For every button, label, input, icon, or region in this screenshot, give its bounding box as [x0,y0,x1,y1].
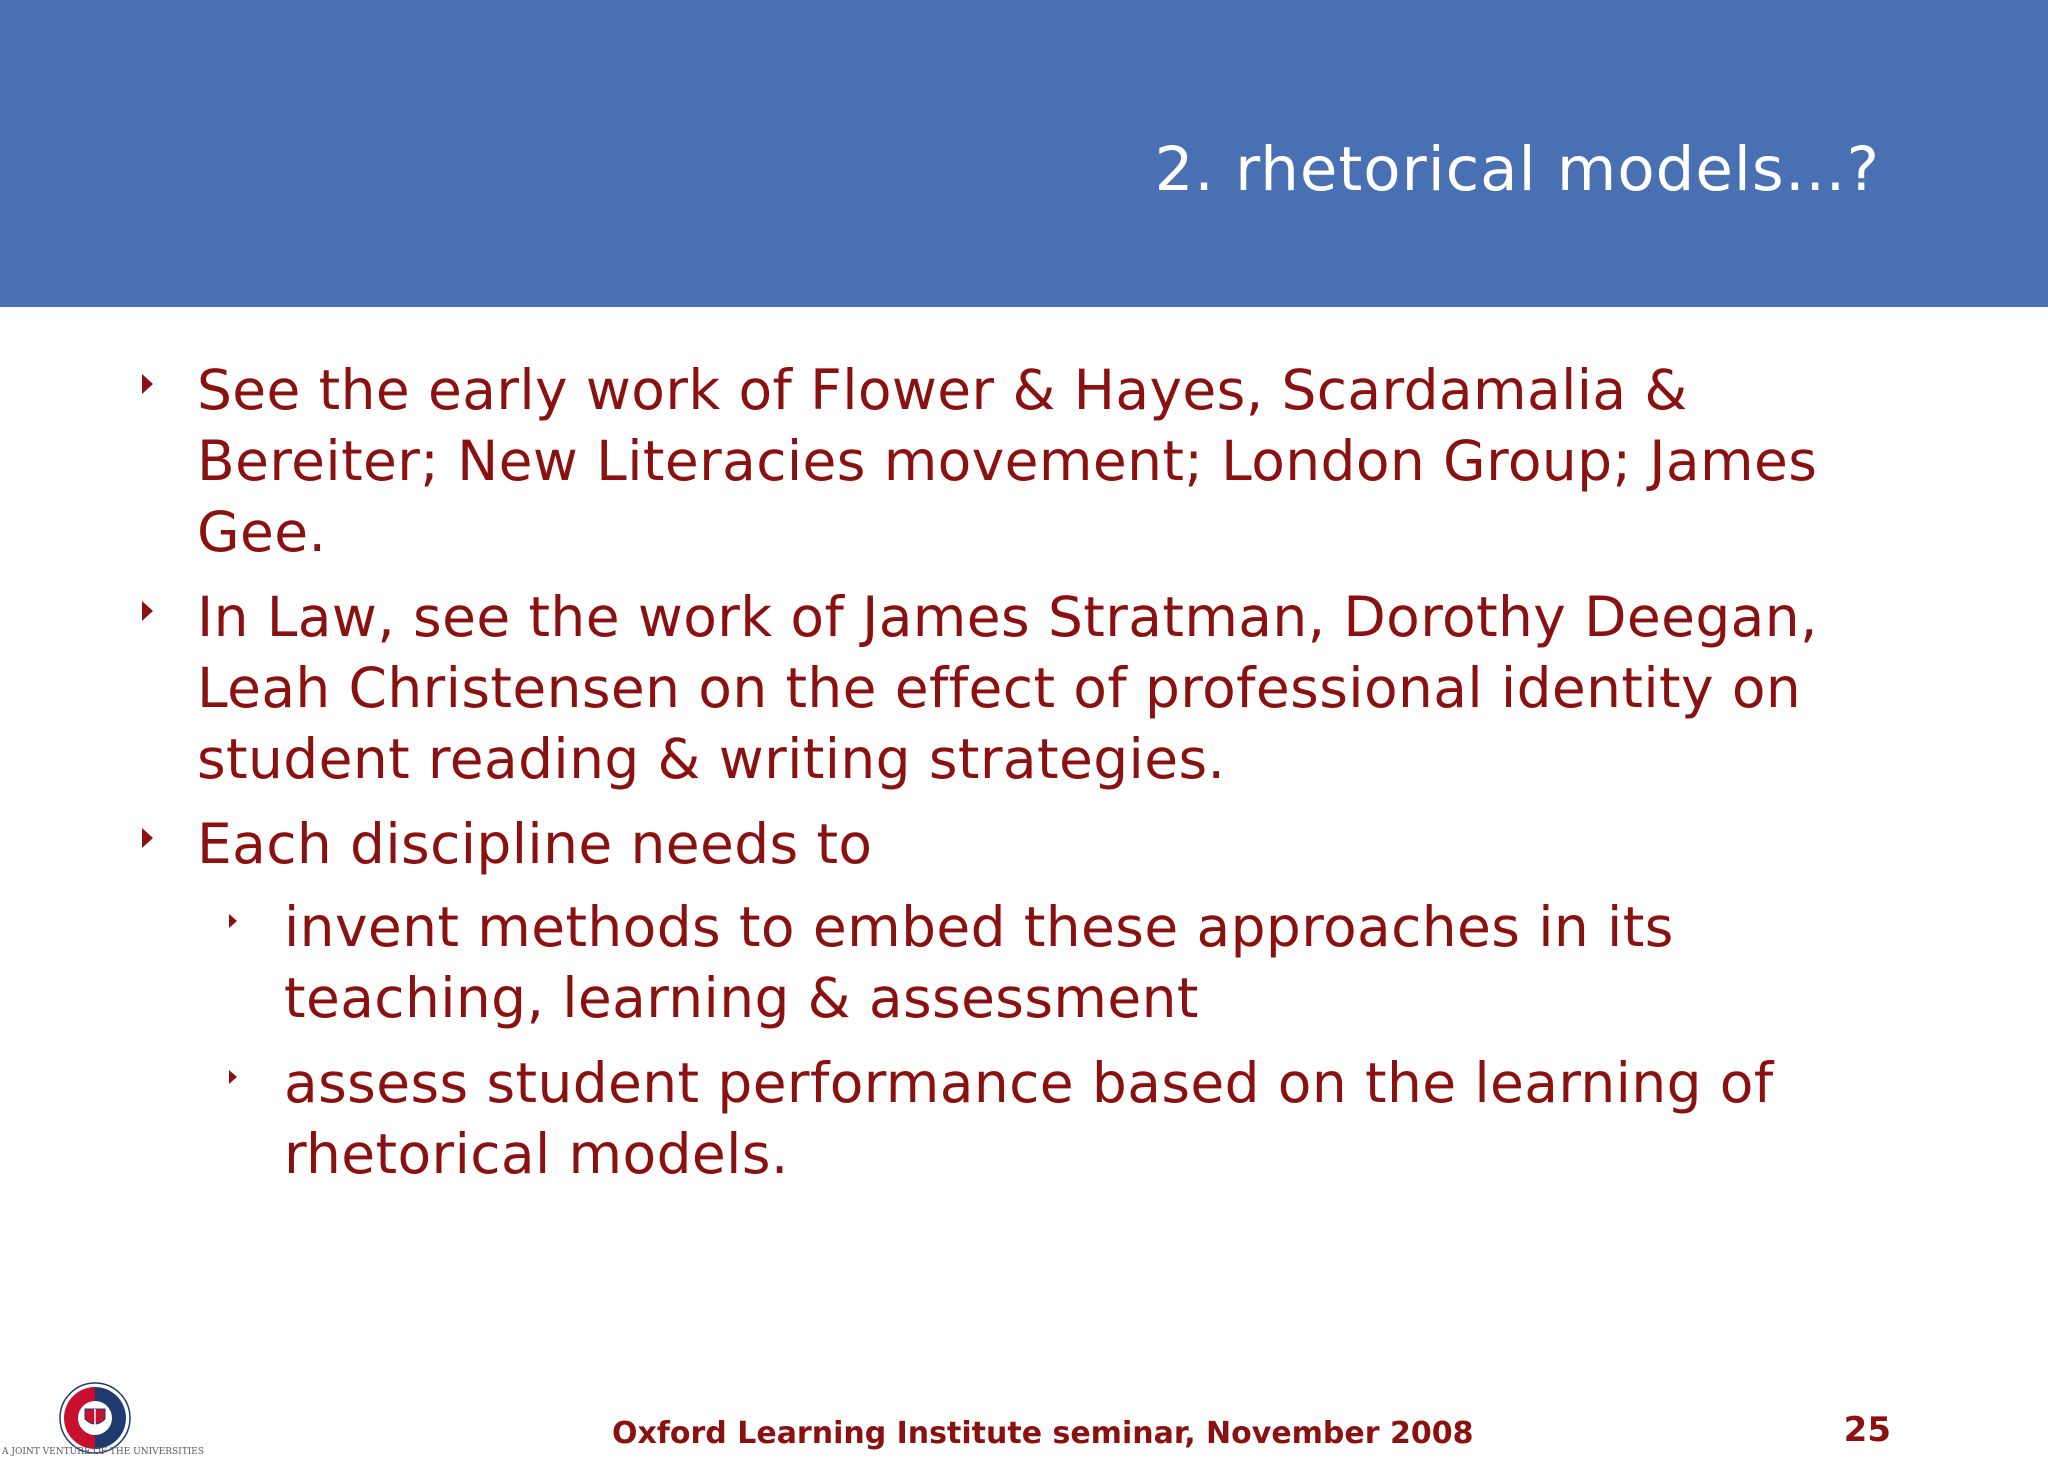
university-crest-logo [58,1381,132,1455]
slide-title: 2. rhetorical models…? [1154,134,1880,205]
triangle-right-icon [227,892,239,963]
bullet-item [140,582,1930,795]
triangle-right-icon [140,809,154,880]
bullet-item [140,355,1930,568]
triangle-right-icon [140,582,154,653]
bullet-text: See the early work of Flower & Hayes, Scardamalia & Bereiter; New Literacies movement; London Group; James Gee. [197,358,1818,564]
triangle-right-icon [140,355,154,426]
bullet-list [140,355,1930,1190]
bullet-text: In Law, see the work of James Stratman, Dorothy Deegan, Leah Christensen on the effect of professional identity on student reading & writing strategies. [197,585,1818,791]
footer-text: Oxford Learning Institute seminar, November 2008 [612,1416,1474,1451]
sub-bullet-item [227,892,1930,1034]
slide-content [140,355,1930,1204]
page-number: 25 [1843,1410,1891,1450]
sub-bullet-item [227,1048,1930,1190]
bullet-item [140,809,1930,1190]
title-bar [0,0,2048,307]
triangle-right-icon [227,1048,239,1119]
sub-bullet-text: invent methods to embed these approaches in its teaching, learning & assessment [284,895,1674,1030]
sub-bullet-text: assess student performance based on the learning of rhetorical models. [284,1051,1774,1186]
logo-caption: A JOINT VENTURE OF THE UNIVERSITIES [2,1447,205,1457]
sub-bullet-list [227,892,1930,1190]
bullet-text: Each discipline needs to [197,812,873,876]
